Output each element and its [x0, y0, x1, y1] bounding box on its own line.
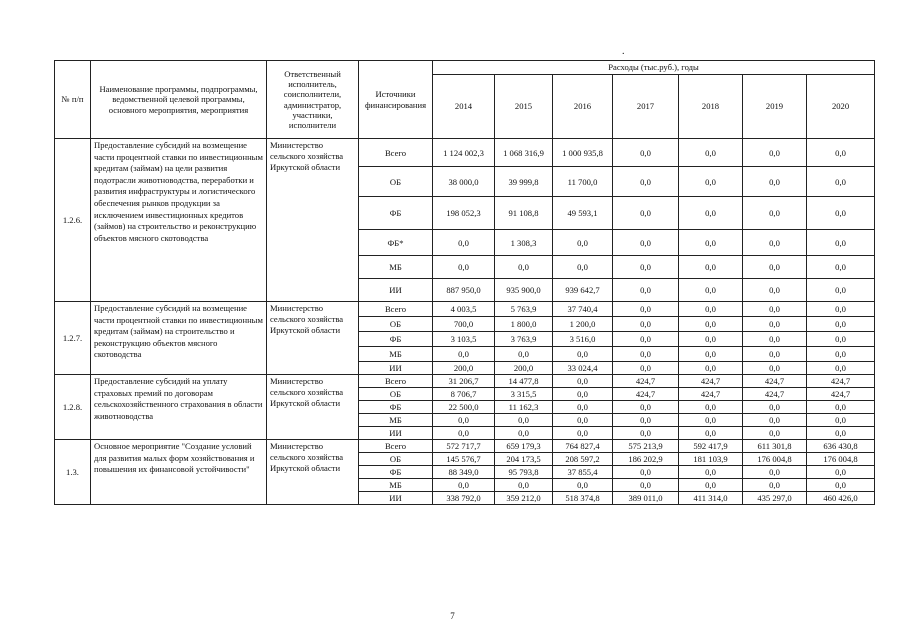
- expense-value: 186 202,9: [613, 453, 679, 466]
- expense-value: 0,0: [743, 279, 807, 302]
- expense-value: 424,7: [613, 388, 679, 401]
- funding-source: Всего: [359, 375, 433, 388]
- expense-value: 0,0: [679, 317, 743, 332]
- expense-value: 939 642,7: [553, 279, 613, 302]
- expense-value: 424,7: [679, 375, 743, 388]
- expense-value: 95 793,8: [495, 466, 553, 479]
- expense-value: 0,0: [743, 256, 807, 279]
- expense-value: 764 827,4: [553, 440, 613, 453]
- expense-value: 3 103,5: [433, 332, 495, 347]
- expense-value: 411 314,0: [679, 492, 743, 505]
- header-name: Наименование программы, подпрограммы, ведомственной целевой программы, основного мероприятия, мероприятия: [91, 61, 267, 139]
- funding-source: Всего: [359, 302, 433, 317]
- expense-value: 0,0: [613, 302, 679, 317]
- funding-source: ФБ: [359, 401, 433, 414]
- expense-value: 575 213,9: [613, 440, 679, 453]
- item-name: Предоставление субсидий на возмещение части процентной ставки по инвестиционным кредитам (займам) на строительство и реконструкцию объектов мясного скотоводства: [91, 302, 267, 375]
- expense-value: 0,0: [613, 347, 679, 362]
- header-num: № п/п: [55, 61, 91, 139]
- expense-value: 611 301,8: [743, 440, 807, 453]
- item-number: 1.2.7.: [55, 302, 91, 375]
- table-row: [55, 139, 875, 167]
- expense-value: 389 011,0: [613, 492, 679, 505]
- expense-value: 1 000 935,8: [553, 139, 613, 167]
- expense-value: 0,0: [613, 317, 679, 332]
- table-body: [55, 139, 875, 505]
- funding-source: МБ: [359, 414, 433, 427]
- expense-value: 181 103,9: [679, 453, 743, 466]
- expense-value: 0,0: [495, 256, 553, 279]
- funding-source: ИИ: [359, 362, 433, 375]
- expense-value: 0,0: [433, 427, 495, 440]
- funding-source: ОБ: [359, 388, 433, 401]
- expense-value: 592 417,9: [679, 440, 743, 453]
- expense-value: 37 740,4: [553, 302, 613, 317]
- expense-value: 0,0: [553, 256, 613, 279]
- expense-value: 0,0: [743, 230, 807, 256]
- expense-value: 33 024,4: [553, 362, 613, 375]
- expense-value: 935 900,0: [495, 279, 553, 302]
- header-year: 2015: [495, 75, 553, 139]
- expense-value: 31 206,7: [433, 375, 495, 388]
- expense-value: 0,0: [613, 279, 679, 302]
- header-year: 2017: [613, 75, 679, 139]
- expense-value: 198 052,3: [433, 197, 495, 230]
- expense-value: 0,0: [495, 414, 553, 427]
- expense-value: 49 593,1: [553, 197, 613, 230]
- expense-value: 0,0: [553, 388, 613, 401]
- expense-value: 0,0: [613, 139, 679, 167]
- expense-value: 0,0: [743, 466, 807, 479]
- expense-value: 1 800,0: [495, 317, 553, 332]
- expense-value: 39 999,8: [495, 167, 553, 197]
- item-executor: Министерство сельского хозяйства Иркутской области: [267, 139, 359, 302]
- expense-value: 0,0: [553, 414, 613, 427]
- table-row: [55, 302, 875, 317]
- expense-value: 0,0: [679, 479, 743, 492]
- item-number: 1.2.6.: [55, 139, 91, 302]
- expense-value: 200,0: [433, 362, 495, 375]
- funding-source: ФБ: [359, 332, 433, 347]
- expense-value: 0,0: [743, 401, 807, 414]
- funding-source: ИИ: [359, 427, 433, 440]
- expense-value: 0,0: [613, 167, 679, 197]
- expense-value: 0,0: [743, 347, 807, 362]
- expense-value: 0,0: [433, 479, 495, 492]
- expense-value: 8 706,7: [433, 388, 495, 401]
- expense-value: 0,0: [807, 139, 875, 167]
- expense-value: 0,0: [613, 230, 679, 256]
- expense-value: 0,0: [613, 362, 679, 375]
- expense-value: 0,0: [743, 302, 807, 317]
- table-row: [55, 375, 875, 388]
- expense-value: 0,0: [433, 414, 495, 427]
- expense-value: 359 212,0: [495, 492, 553, 505]
- funding-source: МБ: [359, 347, 433, 362]
- expense-value: 4 003,5: [433, 302, 495, 317]
- header-year: 2020: [807, 75, 875, 139]
- header-year: 2018: [679, 75, 743, 139]
- funding-source: ОБ: [359, 453, 433, 466]
- expense-value: 0,0: [807, 362, 875, 375]
- expense-value: 0,0: [807, 302, 875, 317]
- expense-value: 0,0: [743, 332, 807, 347]
- header-expenses: Расходы (тыс.руб.), годы: [433, 61, 875, 75]
- funding-source: ФБ: [359, 197, 433, 230]
- expense-value: 0,0: [613, 427, 679, 440]
- expense-value: 3 516,0: [553, 332, 613, 347]
- expense-value: 11 162,3: [495, 401, 553, 414]
- item-executor: Министерство сельского хозяйства Иркутской области: [267, 302, 359, 375]
- expense-value: 176 004,8: [743, 453, 807, 466]
- expense-value: 424,7: [807, 375, 875, 388]
- header-sources: Источники финансирования: [359, 61, 433, 139]
- expense-value: 424,7: [679, 388, 743, 401]
- expense-value: 0,0: [553, 427, 613, 440]
- expense-value: 1 124 002,3: [433, 139, 495, 167]
- expense-value: 3 315,5: [495, 388, 553, 401]
- expense-value: 200,0: [495, 362, 553, 375]
- expense-value: 0,0: [679, 139, 743, 167]
- expense-value: 0,0: [743, 167, 807, 197]
- expense-value: 0,0: [743, 362, 807, 375]
- expense-value: 887 950,0: [433, 279, 495, 302]
- expense-value: 0,0: [807, 230, 875, 256]
- expense-value: 0,0: [743, 427, 807, 440]
- expense-value: 0,0: [679, 167, 743, 197]
- expense-value: 424,7: [743, 375, 807, 388]
- funding-source: ИИ: [359, 279, 433, 302]
- header-year: 2019: [743, 75, 807, 139]
- expense-value: 0,0: [807, 279, 875, 302]
- expense-value: 460 426,0: [807, 492, 875, 505]
- header-executor: Ответственный исполнитель, соисполнители, администратор, участники, исполнители: [267, 61, 359, 139]
- expense-value: 145 576,7: [433, 453, 495, 466]
- header-year: 2014: [433, 75, 495, 139]
- expense-value: 659 179,3: [495, 440, 553, 453]
- expense-value: 0,0: [679, 256, 743, 279]
- expense-value: 3 763,9: [495, 332, 553, 347]
- expense-value: 0,0: [495, 347, 553, 362]
- expense-value: 700,0: [433, 317, 495, 332]
- expense-value: 208 597,2: [553, 453, 613, 466]
- expense-value: 1 068 316,9: [495, 139, 553, 167]
- expense-value: 0,0: [495, 427, 553, 440]
- expense-value: 0,0: [679, 230, 743, 256]
- expense-value: 0,0: [743, 414, 807, 427]
- item-number: 1.2.8.: [55, 375, 91, 440]
- expense-value: 0,0: [679, 332, 743, 347]
- expenses-table: [54, 60, 875, 505]
- table-row: [55, 440, 875, 453]
- expense-value: 0,0: [553, 347, 613, 362]
- item-executor: Министерство сельского хозяйства Иркутской области: [267, 440, 359, 505]
- expense-value: 338 792,0: [433, 492, 495, 505]
- expense-value: 0,0: [807, 414, 875, 427]
- item-name: Предоставление субсидий на уплату страховых премий по договорам сельскохозяйственного страхования в области животноводства: [91, 375, 267, 440]
- expense-value: 0,0: [679, 302, 743, 317]
- expense-value: 91 108,8: [495, 197, 553, 230]
- item-executor: Министерство сельского хозяйства Иркутской области: [267, 375, 359, 440]
- funding-source: ФБ: [359, 466, 433, 479]
- expense-value: 0,0: [679, 347, 743, 362]
- expense-value: 0,0: [613, 197, 679, 230]
- funding-source: ФБ*: [359, 230, 433, 256]
- expense-value: 435 297,0: [743, 492, 807, 505]
- expense-value: 0,0: [743, 317, 807, 332]
- expense-value: 0,0: [613, 414, 679, 427]
- expense-value: 0,0: [613, 332, 679, 347]
- expense-value: 518 374,8: [553, 492, 613, 505]
- expense-value: 0,0: [613, 479, 679, 492]
- expense-value: 572 717,7: [433, 440, 495, 453]
- expense-value: 424,7: [743, 388, 807, 401]
- expense-value: 1 200,0: [553, 317, 613, 332]
- expense-value: 11 700,0: [553, 167, 613, 197]
- expense-value: 38 000,0: [433, 167, 495, 197]
- header-year: 2016: [553, 75, 613, 139]
- expense-value: 0,0: [743, 479, 807, 492]
- expense-value: 0,0: [679, 362, 743, 375]
- expense-value: 636 430,8: [807, 440, 875, 453]
- expense-value: 0,0: [807, 427, 875, 440]
- expense-value: 0,0: [433, 256, 495, 279]
- expense-value: 176 004,8: [807, 453, 875, 466]
- expense-value: 0,0: [807, 317, 875, 332]
- expense-value: 0,0: [679, 401, 743, 414]
- expense-value: 0,0: [807, 466, 875, 479]
- funding-source: ИИ: [359, 492, 433, 505]
- funding-source: Всего: [359, 440, 433, 453]
- expense-value: 14 477,8: [495, 375, 553, 388]
- page-number: 7: [450, 611, 455, 621]
- expense-value: 0,0: [553, 375, 613, 388]
- funding-source: Всего: [359, 139, 433, 167]
- expense-value: 0,0: [613, 256, 679, 279]
- expense-value: 0,0: [679, 197, 743, 230]
- expense-value: 0,0: [679, 427, 743, 440]
- expense-value: 0,0: [679, 466, 743, 479]
- item-number: 1.3.: [55, 440, 91, 505]
- expense-value: 204 173,5: [495, 453, 553, 466]
- expense-value: 0,0: [807, 347, 875, 362]
- funding-source: МБ: [359, 479, 433, 492]
- funding-source: ОБ: [359, 317, 433, 332]
- expense-value: 0,0: [807, 197, 875, 230]
- expense-value: 5 763,9: [495, 302, 553, 317]
- stray-mark: .: [622, 46, 625, 57]
- expense-value: 0,0: [807, 167, 875, 197]
- expense-value: 0,0: [433, 230, 495, 256]
- expense-value: 0,0: [807, 256, 875, 279]
- expense-value: 0,0: [807, 401, 875, 414]
- expense-value: 22 500,0: [433, 401, 495, 414]
- expense-value: 37 855,4: [553, 466, 613, 479]
- expense-value: 88 349,0: [433, 466, 495, 479]
- expense-value: 424,7: [613, 375, 679, 388]
- expense-value: 0,0: [433, 347, 495, 362]
- expense-value: 0,0: [679, 414, 743, 427]
- expense-value: 0,0: [743, 197, 807, 230]
- expense-value: 0,0: [553, 401, 613, 414]
- expense-value: 0,0: [743, 139, 807, 167]
- expense-value: 0,0: [613, 466, 679, 479]
- item-name: Предоставление субсидий на возмещение части процентной ставки по инвестиционным кредитам (займам) на цели развития подотрасли животноводства, переработки и развития инфраструктуры и логистического обеспечения рынков продукции за исключением инвестиционных кредитов (займов) на строительство и реконструкцию объектов мясного скотоводства: [91, 139, 267, 302]
- expense-value: 1 308,3: [495, 230, 553, 256]
- expense-value: 424,7: [807, 388, 875, 401]
- funding-source: МБ: [359, 256, 433, 279]
- expense-value: 0,0: [613, 401, 679, 414]
- expense-value: 0,0: [807, 479, 875, 492]
- expense-value: 0,0: [679, 279, 743, 302]
- funding-source: ОБ: [359, 167, 433, 197]
- expense-value: 0,0: [807, 332, 875, 347]
- expense-value: 0,0: [553, 230, 613, 256]
- expense-value: 0,0: [553, 479, 613, 492]
- expense-value: 0,0: [495, 479, 553, 492]
- item-name: Основное мероприятие "Создание условий для развития малых форм хозяйствования и повышения их финансовой устойчивости": [91, 440, 267, 505]
